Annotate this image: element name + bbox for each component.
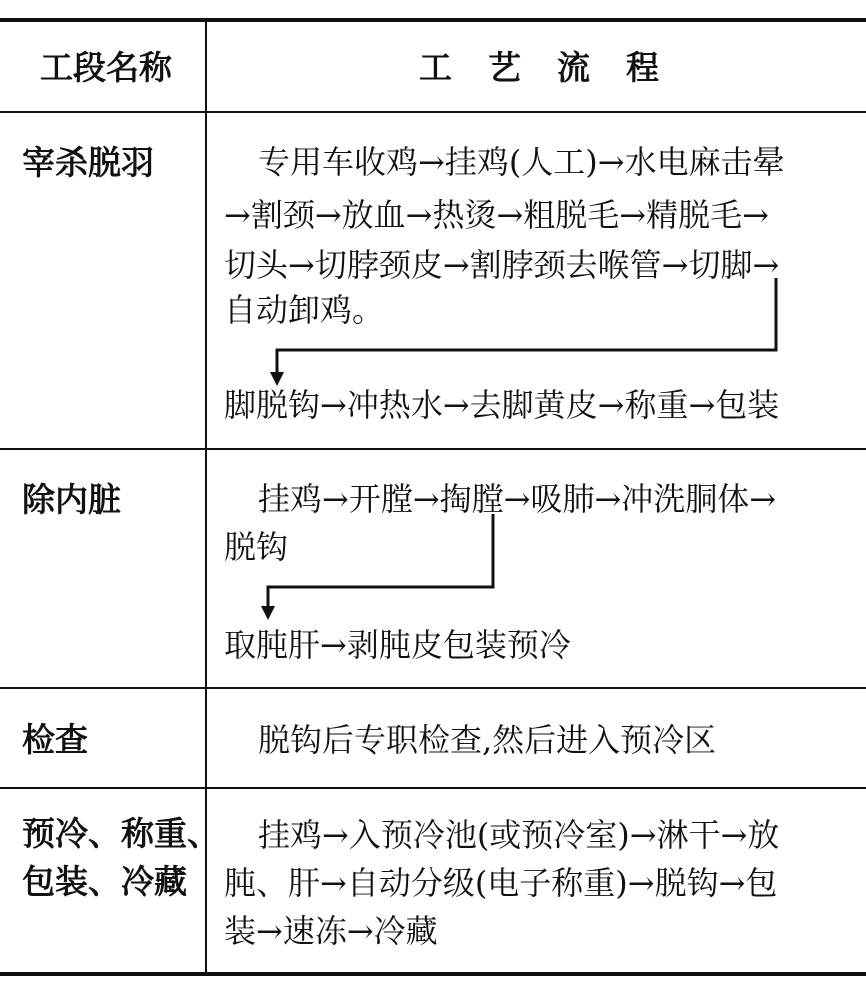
process-line: 专用车收鸡→挂鸡(人工)→水电麻击晕: [258, 143, 785, 181]
process-line: 脱钩: [224, 528, 289, 566]
process-line: 挂鸡→入预冷池(或预冷室)→淋干→放: [258, 816, 780, 854]
process-line: 装→速冻→冷藏: [224, 912, 438, 950]
row-name-evisceration: 除内脏: [22, 480, 121, 519]
header-process-column: 工艺流程: [419, 48, 695, 87]
process-line: 取肫肝→剥肫皮包装预冷: [224, 626, 571, 664]
process-line: 自动卸鸡。: [224, 291, 385, 329]
process-line: 脚脱钩→冲热水→去脚黄皮→称重→包装: [224, 386, 780, 424]
row-name-inspection: 检查: [22, 720, 88, 759]
header-name-column: 工段名称: [40, 48, 172, 87]
row-name-slaughter: 宰杀脱羽: [22, 143, 154, 182]
row-name-chilling: 预冷、称重、: [22, 814, 220, 853]
process-line: 切头→切脖颈皮→割脖颈去喉管→切脚→: [224, 246, 780, 284]
row-name-chilling: 包装、冷藏: [22, 862, 187, 901]
process-line: 挂鸡→开膛→掏膛→吸肺→冲洗胴体→: [258, 480, 777, 518]
process-line: 肫、肝→自动分级(电子称重)→脱钩→包: [224, 864, 778, 902]
process-line: 脱钩后专职检查,然后进入预冷区: [258, 721, 717, 759]
process-line: →割颈→放血→热烫→粗脱毛→精脱毛→: [224, 196, 769, 234]
